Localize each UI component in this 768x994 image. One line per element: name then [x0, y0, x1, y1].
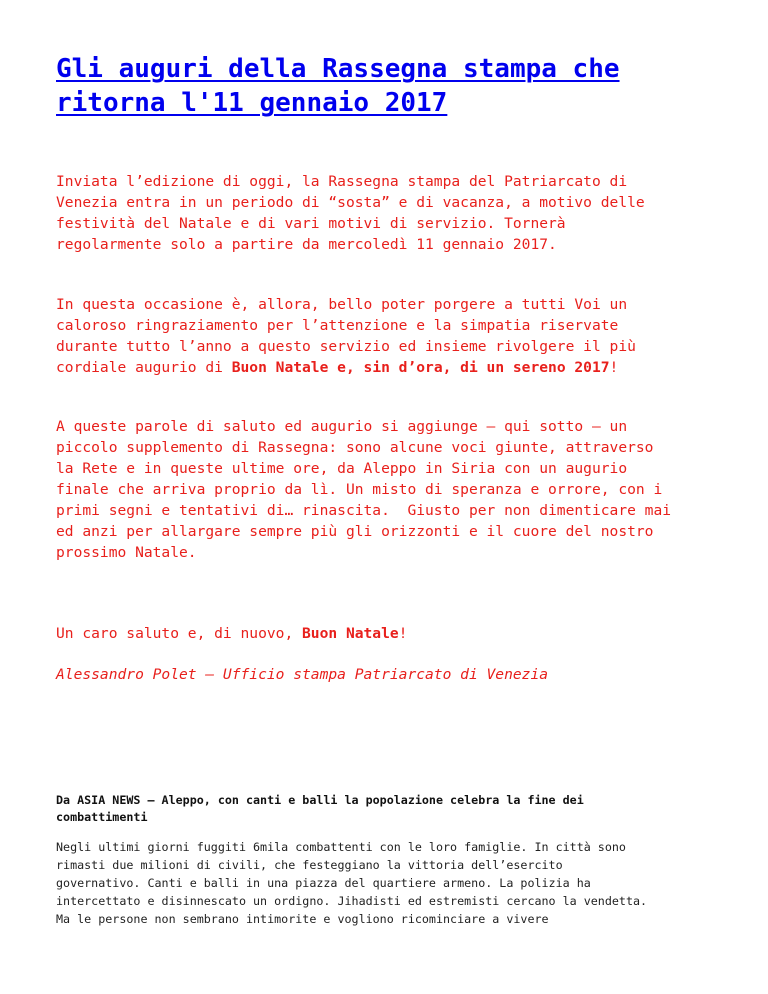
supplement-paragraph: A queste parole di saluto ed augurio si aggiunge – qui sotto – un piccolo supplemento di Rassegna: sono alcune voci giunte, attraverso la Rete e in queste ultime ore, da Aleppo in Siria con un augurio finale che arriva proprio da lì. Un misto di speranza e orrore, con i primi segni e tentativi di… rinascita. Giusto per non dimenticare mai ed anzi per allargare sempre più gli orizzonti e il cuore del nostro prossimo Natale.: [56, 418, 672, 561]
thanks-end: !: [609, 359, 619, 376]
intro-paragraph: Inviata l’edizione di oggi, la Rassegna stampa del Patriarcato di Venezia entra in un periodo di “sosta” e di vacanza, a motivo delle festività del Natale e di vari motivi di servizio. Tornerà regolarmente solo a partire da mercoledì 11 gennaio 2017.: [56, 173, 645, 253]
page-title-link[interactable]: Gli auguri della Rassegna stampa che ritorna l'11 gennaio 2017: [56, 54, 620, 118]
thanks-bold-greeting: Buon Natale e, sin d’ora, di un sereno 2017: [231, 359, 610, 376]
signature: Alessandro Polet – Ufficio stampa Patriarcato di Venezia: [56, 666, 549, 683]
closing-text: Un caro saluto e, di nuovo,: [56, 625, 303, 642]
thanks-paragraph: [56, 294, 636, 378]
closing-bold-greeting: Buon Natale: [302, 625, 399, 642]
thanks-text: In questa occasione è, allora, bello poter porgere a tutti Voi un caloroso ringraziamento per l’attenzione e la simpatia riservate durante tutto l’anno a questo servizio ed insieme rivolgere il più cordiale augurio di: [56, 296, 636, 376]
closing-end: !: [398, 625, 408, 642]
closing-greeting: [56, 623, 407, 644]
article-body: Negli ultimi giorni fuggiti 6mila combattenti con le loro famiglie. In città sono rimasti due milioni di civili, che festeggiano la vittoria dell’esercito governativo. Canti e balli in una piazza del quartiere armeno. La polizia ha intercettato e disinnescato un ordigno. Jihadisti ed estremisti cercano la vendetta. Ma le persone non sembrano intimorite e vogliono ricominciare a vivere: [56, 840, 648, 926]
article-headline: Da ASIA NEWS – Aleppo, con canti e balli la popolazione celebra la fine dei combattimenti: [56, 793, 584, 824]
